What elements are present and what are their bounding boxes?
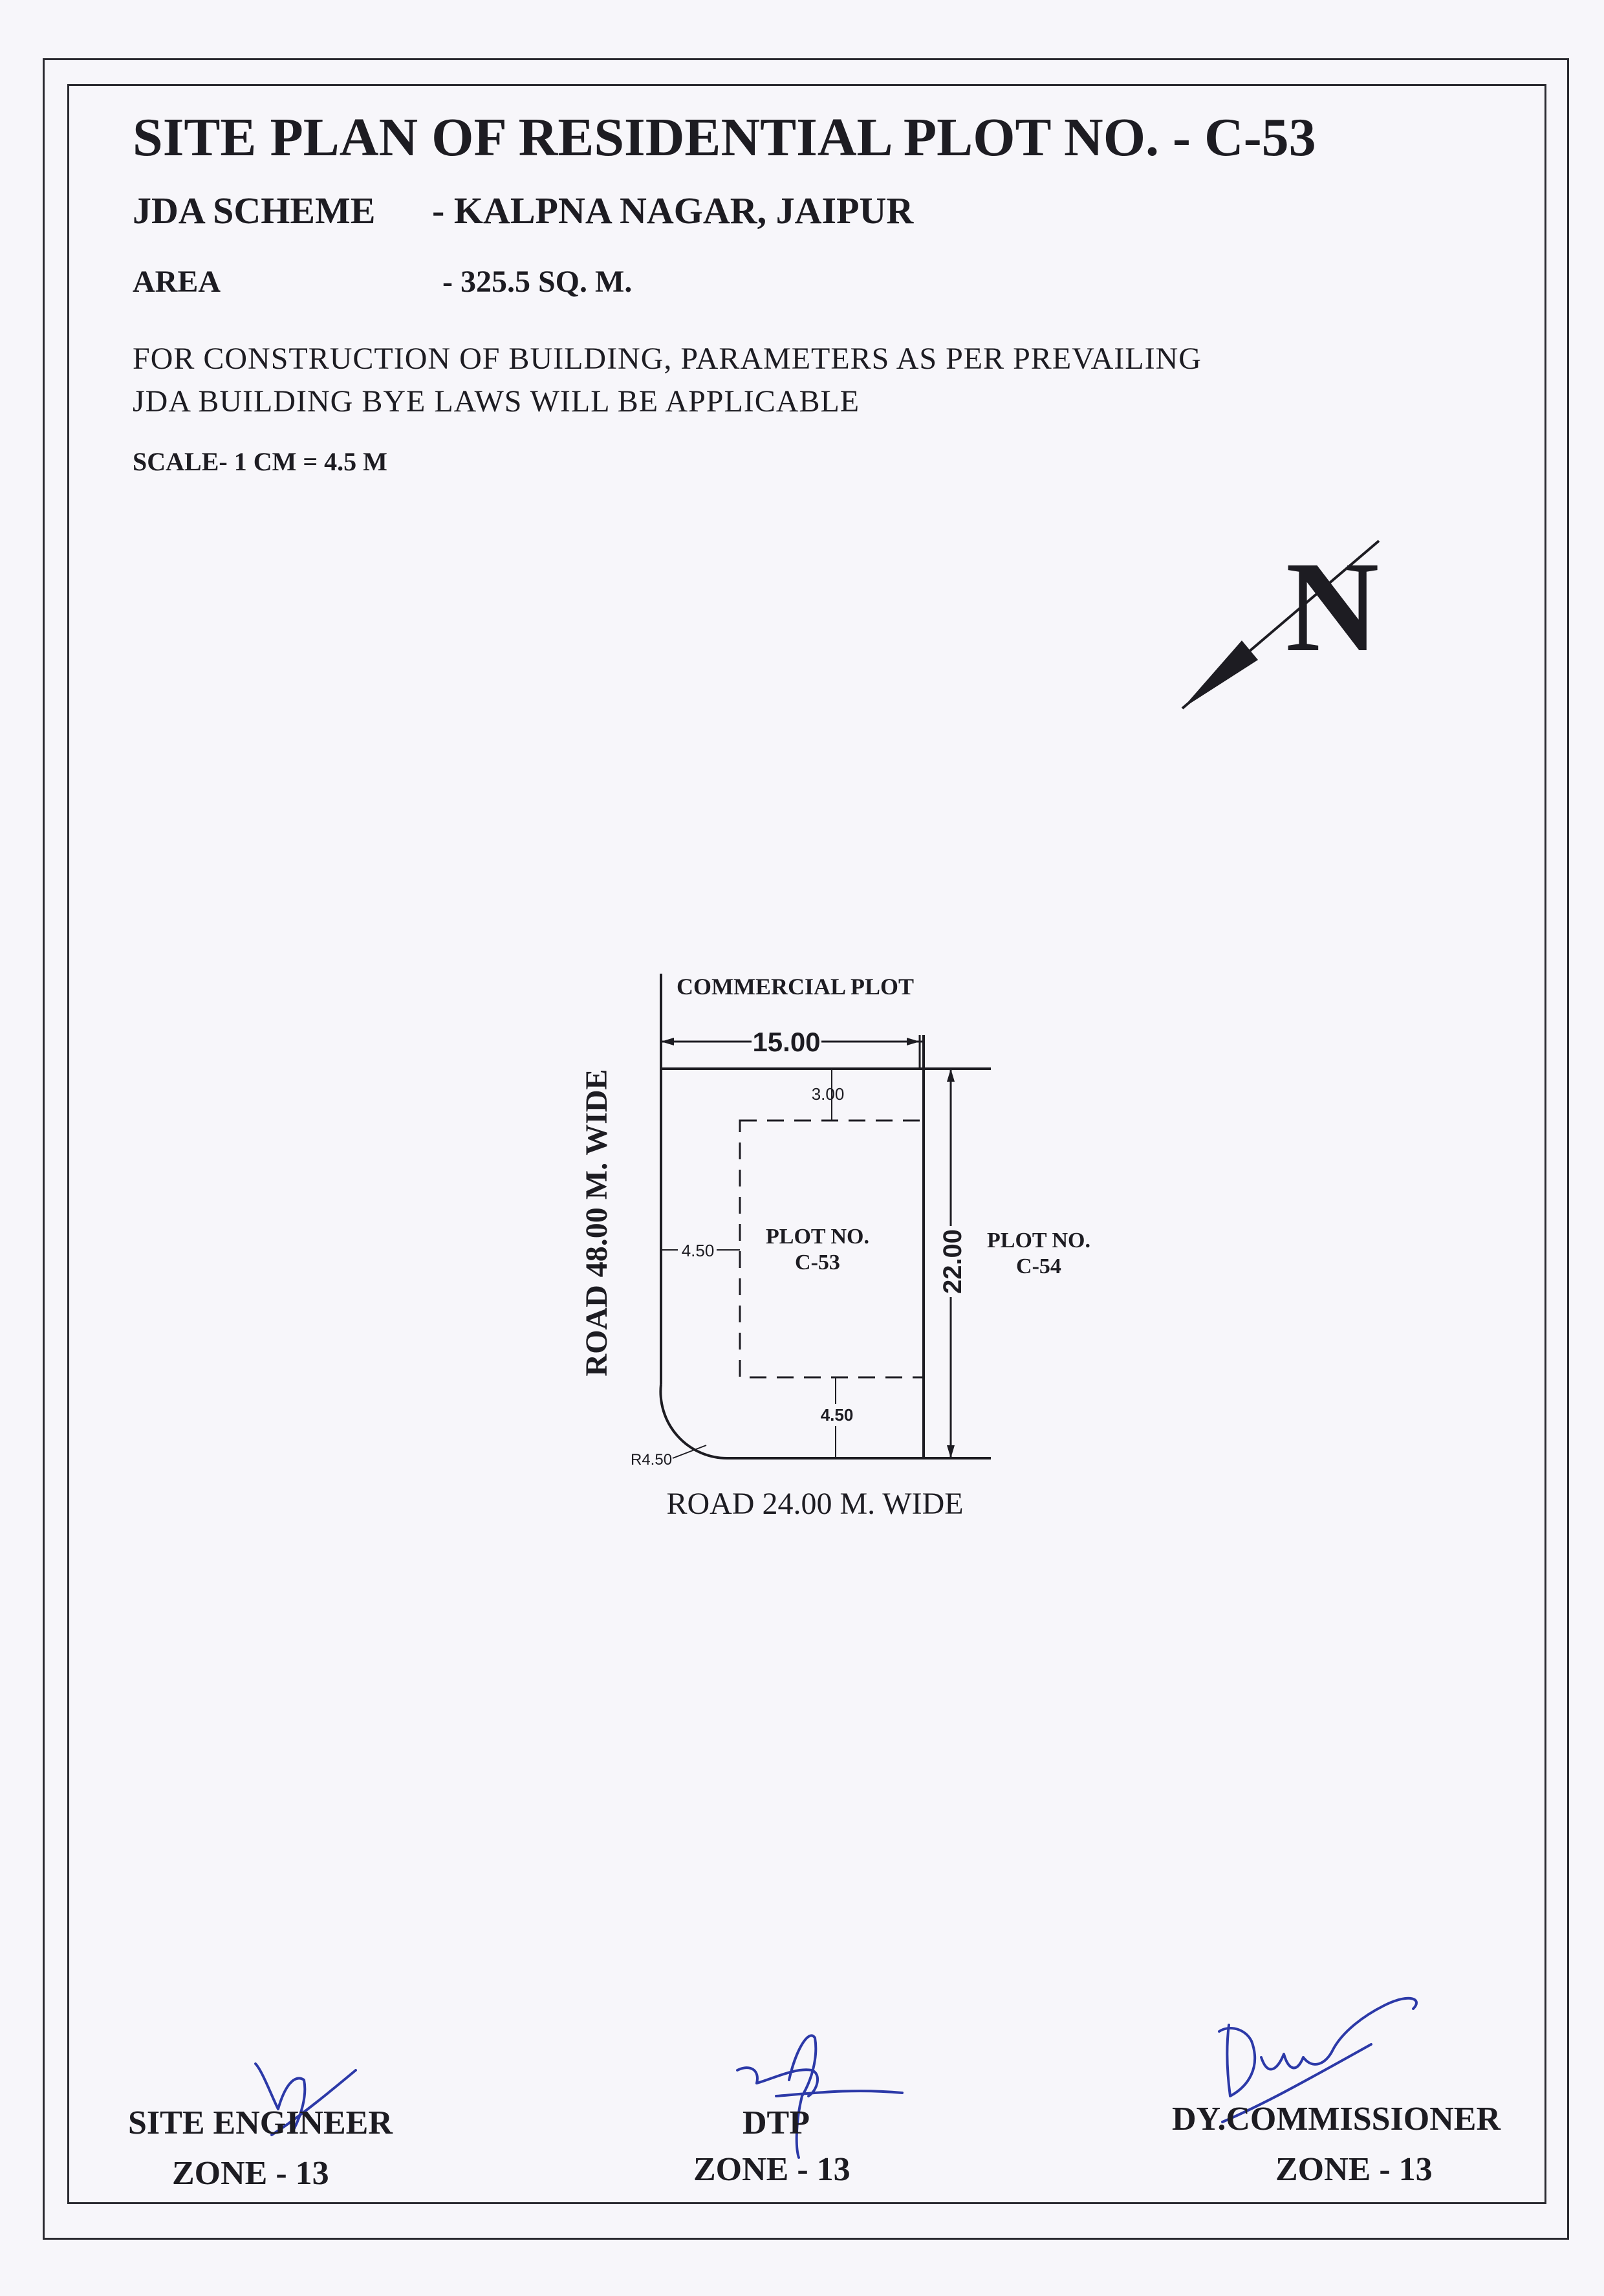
note-line-2: JDA BUILDING BYE LAWS WILL BE APPLICABLE xyxy=(133,384,860,419)
east-plot-number: C-54 xyxy=(1016,1254,1061,1278)
north-label: N xyxy=(1285,536,1380,679)
front-setback-label: 3.00 xyxy=(811,1084,845,1104)
document-title: SITE PLAN OF RESIDENTIAL PLOT NO. - C-53 xyxy=(133,107,1316,168)
scheme-label: JDA SCHEME xyxy=(133,190,376,232)
north-arrow-icon xyxy=(1182,536,1379,708)
site-engineer-zone: ZONE - 13 xyxy=(172,2155,329,2192)
front-setback-dimension xyxy=(812,1069,845,1121)
rear-setback-dimension xyxy=(819,1377,855,1458)
site-engineer-title: SITE ENGINEER xyxy=(128,2105,393,2141)
area-value: - 325.5 SQ. M. xyxy=(442,265,633,299)
width-dimension xyxy=(661,1027,924,1069)
south-road-label: ROAD 24.00 M. WIDE xyxy=(666,1487,964,1521)
north-neighbor-label: COMMERCIAL PLOT xyxy=(677,974,915,1000)
scale-note: SCALE- 1 CM = 4.5 M xyxy=(133,447,387,476)
depth-dimension-label: 22.00 xyxy=(938,1229,967,1295)
width-dimension-label: 15.00 xyxy=(752,1027,821,1057)
note-line-1: FOR CONSTRUCTION OF BUILDING, PARAMETERS AS PER PREVAILING xyxy=(133,342,1202,376)
rear-setback-label: 4.50 xyxy=(820,1405,854,1425)
dy-commissioner-title: DY.COMMISSIONER xyxy=(1172,2101,1501,2137)
scheme-value: - KALPNA NAGAR, JAIPUR xyxy=(432,190,914,232)
side-setback-dimension xyxy=(661,1240,740,1260)
side-setback-label: 4.50 xyxy=(681,1241,715,1260)
plot-label: PLOT NO. xyxy=(766,1225,869,1249)
depth-dimension xyxy=(937,1069,967,1458)
building-line xyxy=(740,1121,924,1377)
dtp-zone: ZONE - 13 xyxy=(693,2151,851,2188)
east-plot-label: PLOT NO. xyxy=(987,1229,1090,1252)
corner-radius-label: R4.50 xyxy=(631,1451,673,1469)
dtp-title: DTP xyxy=(742,2105,810,2141)
plot-number: C-53 xyxy=(795,1251,840,1274)
west-road-label: ROAD 48.00 M. WIDE xyxy=(580,1069,614,1377)
dy-commissioner-zone: ZONE - 13 xyxy=(1275,2151,1433,2188)
area-label: AREA xyxy=(133,265,221,299)
